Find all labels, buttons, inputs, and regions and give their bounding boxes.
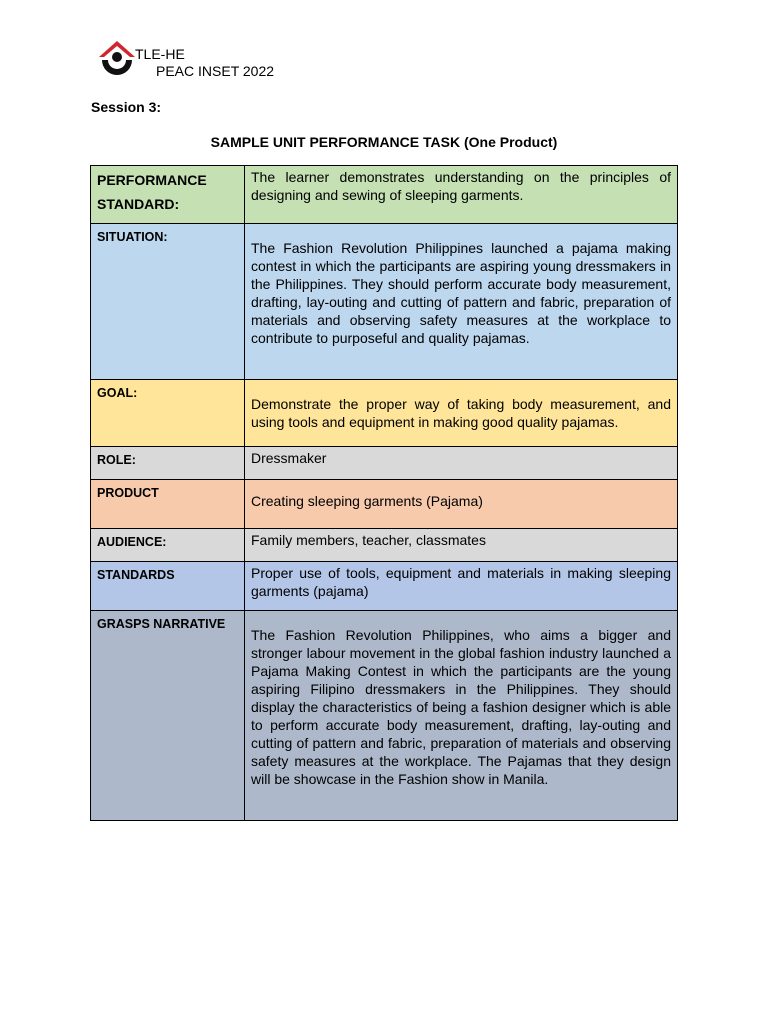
row-label: SITUATION: bbox=[91, 224, 245, 380]
table-row-audience bbox=[91, 529, 678, 562]
table-row-grasps-narrative bbox=[91, 611, 678, 821]
table-row-goal bbox=[91, 380, 678, 447]
row-label: AUDIENCE: bbox=[91, 529, 245, 562]
table-row-performance-standard bbox=[91, 166, 678, 224]
document-header bbox=[96, 38, 396, 88]
session-label: Session 3: bbox=[91, 99, 162, 115]
org-label: TLE-HE bbox=[135, 46, 185, 62]
document-title: SAMPLE UNIT PERFORMANCE TASK (One Product) bbox=[210, 134, 558, 150]
row-value: Proper use of tools, equipment and materials in making sleeping garments (pajama) bbox=[245, 562, 678, 611]
row-label: PERFORMANCE STANDARD: bbox=[91, 166, 245, 224]
table-row-standards bbox=[91, 562, 678, 611]
row-value: Family members, teacher, classmates bbox=[245, 529, 678, 562]
row-label: GOAL: bbox=[91, 380, 245, 447]
row-value: The Fashion Revolution Philippines, who aims a bigger and stronger labour movement in the global fashion industry launched a Pajama Making Contest in which the participants are the young aspiring Filipino dressmakers in the Philippines. They should display the characteristics of being a fashion designer which is able to perform accurate body measurement, drafting, lay-outing and cutting of pattern and fabric, preparation of materials and observing safety measures at the workplace. The Pajamas that they design will be showcase in the Fashion show in Manila. bbox=[245, 611, 678, 821]
table-row-product bbox=[91, 480, 678, 529]
row-label: PRODUCT bbox=[91, 480, 245, 529]
row-label: GRASPS NARRATIVE bbox=[91, 611, 245, 821]
row-value: Dressmaker bbox=[245, 447, 678, 480]
row-label: STANDARDS bbox=[91, 562, 245, 611]
row-value: The Fashion Revolution Philippines launched a pajama making contest in which the participants are aspiring young dressmakers in the Philippines. They should perform accurate body measurement, drafting, lay-outing and cutting of pattern and fabric, preparation of materials and observing safety measures at the workplace to contribute to purposeful and quality pajamas. bbox=[245, 224, 678, 380]
event-label: PEAC INSET 2022 bbox=[156, 63, 275, 79]
table-row-role bbox=[91, 447, 678, 480]
peac-logo-icon bbox=[96, 38, 138, 80]
row-label: ROLE: bbox=[91, 447, 245, 480]
performance-task-table bbox=[90, 165, 678, 821]
row-value: Demonstrate the proper way of taking body measurement, and using tools and equipment in making good quality pajamas. bbox=[245, 380, 678, 447]
row-value: Creating sleeping garments (Pajama) bbox=[245, 480, 678, 529]
table-row-situation bbox=[91, 224, 678, 380]
row-value: The learner demonstrates understanding on the principles of designing and sewing of sleeping garments. bbox=[245, 166, 678, 224]
